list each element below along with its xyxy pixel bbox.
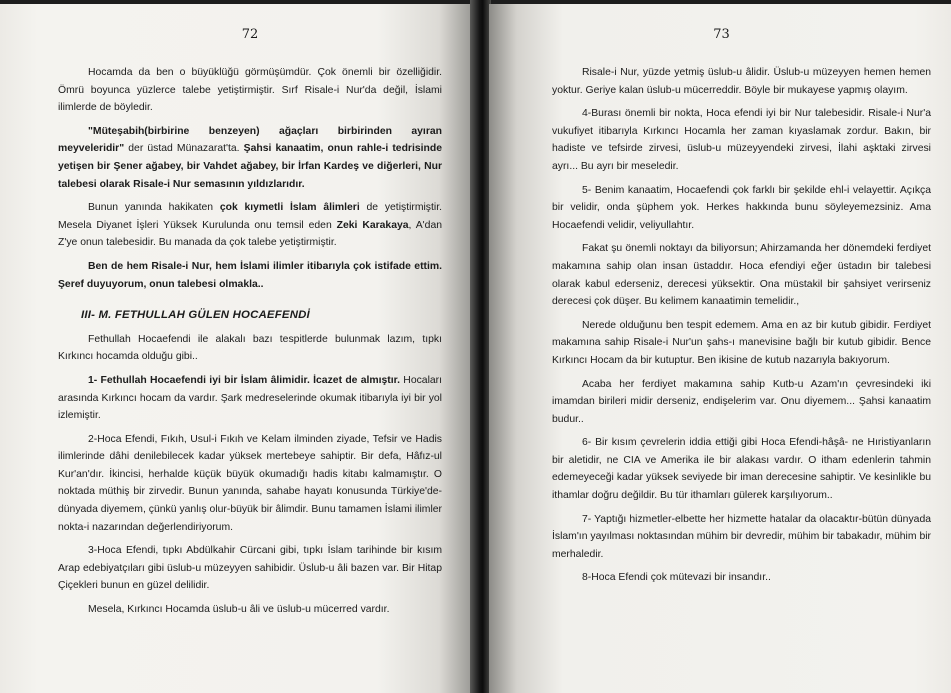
text-run: Fethullah Hocaefendi ile alakalı bazı tespitlerde bulunmak lazım, tıpkı Kırkıncı hocamda olduğu gibi.. xyxy=(58,333,442,363)
paragraph xyxy=(552,64,931,99)
book-gutter xyxy=(470,0,491,693)
text-run: de yetiştirmiştir. Mesela Diyanet İşleri Yüksek Kurulunda onu temsil eden xyxy=(58,202,442,231)
paragraph xyxy=(552,569,931,587)
paragraph xyxy=(552,240,931,310)
paragraph xyxy=(58,542,442,595)
bold-text-run: Şahsi kanaatim, onun rahle-i tedrisinde yetişen bir Şener ağabey, bir Vahdet ağabey, bir İrfan Kardeş ve diğerleri, Nur talebesi olarak Risale-i Nur semasının yıldızlarıdır. xyxy=(58,143,442,190)
text-run: Acaba her ferdiyet makamına sahip Kutb-u Azam'ın çevresindeki iki imamdan birileri midir derseniz, endişelerim var. Onu diyemem... Şahsi kanaatim budur.. xyxy=(552,378,931,425)
paragraph xyxy=(552,511,931,564)
page-number-right: 73 xyxy=(713,27,730,42)
text-run: 8-Hoca Efendi çok mütevazi bir insandır.. xyxy=(582,572,771,584)
bold-text-run: Ben de hem Risale-i Nur, hem İslami ilimler itibarıyla çok istifade ettim. Şeref duyuyorum, onun talebesi olmakla.. xyxy=(58,260,442,290)
text-run: Hocamda da ben o büyüklüğü görmüşümdür. Çok önemli bir özelliğidir. Ömrü boyunca yüzlerce talebe yetiştirmiştir. Sırf Risale-i Nur'da değil, İslami ilimlerde de böyledir. xyxy=(58,67,442,114)
paragraph xyxy=(552,182,931,235)
paragraph xyxy=(58,431,442,537)
paragraph xyxy=(58,258,442,293)
text-run: 4-Burası önemli bir nokta, Hoca efendi iyi bir Nur talebesidir. xyxy=(582,108,865,120)
right-page-text xyxy=(552,64,931,587)
paragraph xyxy=(552,376,931,429)
paragraph xyxy=(552,105,931,175)
paragraph xyxy=(58,123,442,193)
paragraph xyxy=(58,331,442,366)
bold-text-run: "Müteşabih(birbirine benzeyen) ağaçları birbirinden ayıran meyveleridir" xyxy=(58,125,442,155)
text-run: Fakat şu önemli noktayı da biliyorsun; Ahirzamanda her dönemdeki ferdiyet makamına sahip olan insan üstaddır. Hoca efendiyi eğer üstadın bir talebesi olarak kabul ederseniz, derecesi yüksektir. Ona müstakil bir şahsiyet verirseniz derecesi çok düşer. Bu kelimem kanaatimin temelidir., xyxy=(552,243,931,308)
bold-text-run: Zeki Karakaya xyxy=(336,219,409,231)
text-run: Bunun yanında hakikaten xyxy=(88,202,220,214)
paragraph xyxy=(552,434,931,504)
text-run: 3-Hoca Efendi, tıpkı Abdülkahir Cürcani gibi, tıpkı İslam tarihinde bir kısım Arap edebiyatçıları gibi üslub-u müzeyyen sahibidir. Üslub-u âli bazen var. Bir Hitap Çiçekleri bunun en güzel delilidir. xyxy=(58,545,442,592)
text-run: Risale-i Nur, yüzde yetmiş üslub-u âlidir. Üslub-u müzeyyen hemen hemen yoktur. Geriye kalan üslub-u mücerreddir. Böyle bir mukayese yapmış olayım. xyxy=(552,67,931,96)
text-run: 5- Benim kanaatim, Hocaefendi çok farklı bir şekilde ehl-i velayettir. Açıkça bir velidir, onda şüphem yok. Herkes hakkında bunu söyleyemezsiniz. Ama Hocaefendi velidir, veliyullahtır. xyxy=(552,184,931,231)
text-run: 2-Hoca Efendi, Fıkıh, Usul-i Fıkıh ve Kelam ilminden ziyade, Tefsir ve Hadis ilimlerinde dâhi denilebilecek kadar yüksek mertebeye sahiptir. Bir defa, Hâfız-ul Kur'an'dır. İkincisi, herhalde küçük büyük okumadığı hadis kitabı kalmamıştır. O noktada müthiş bir zirvedir. Bunun yanında, sahabe hayatı konusunda Türkiye'de-dünyada diyemem, çünkü yanlış olur-büyük bir âlimdir. Bunu tamamen İslami ilimler nokta-i nazarından değerlendiriyorum. xyxy=(58,433,442,533)
text-run: , A'dan Z'ye onun talebesidir. Bu manada da çok talebe yetiştirmiştir. xyxy=(58,219,443,249)
right-paragraphs xyxy=(552,64,931,587)
text-run: der üstad Münazarat'ta. xyxy=(124,143,244,155)
paragraph xyxy=(58,372,442,425)
text-run: Mesela, Kırkıncı Hocamda üslub-u âli ve üslub-u mücerred vardır. xyxy=(88,604,390,616)
page-number-left: 72 xyxy=(241,27,259,42)
left-paragraphs-after xyxy=(58,331,442,619)
text-run: Risale-i Nur'a vukufiyet itibarıyla Kırkıncı Hocamla her zaman kıyaslamak zordur. Bakın, bir hadiste ve tefsirde zirvesi, üslub-u müzeyyendeki zirvesi, İlahi aşktaki zirvesi ayrı... Bu ayrı bir meseledir. xyxy=(552,108,932,172)
bold-text-run: 1- Fethullah Hocaefendi iyi bir İslam âlimidir. İcazet de almıştır. xyxy=(88,374,401,386)
text-run: Nerede olduğunu ben tespit edemem. Ama en az bir kutub gibidir. Ferdiyet makamına sahip Risale-i Nur'un şahs-ı manevisine bağlı bir kutub gibidir. Bence Kırkıncı Hocam da bir kutuptur. Ben ikisine de kutub nazarıyla bakıyorum. xyxy=(552,319,931,366)
section-title: III- M. FETHULLAH GÜLEN HOCAEFENDİ xyxy=(81,309,310,322)
text-run: 6- Bir kısım çevrelerin iddia ettiği gibi Hoca Efendi-hâşâ- ne Hıristiyanların bir aletidir, ne CIA ve Amerika ile bir alakası vardır. O itham edenlerin tahmin edemeyeceği kadar yüksek seviyede bir iman derecesine sahiptir. Ve kesinlikle bu ithamlar doğru değildir. Bu tür ithamları gülerek karşılıyorum.. xyxy=(552,437,931,502)
right-page xyxy=(489,4,951,693)
left-paragraphs-before xyxy=(58,64,442,293)
paragraph xyxy=(58,601,442,619)
text-run: 7- Yaptığı hizmetler-elbette her hizmette hatalar da olacaktır-bütün dünyada İslam'ın yayılması noktasından mühim bir devredir, mühim bir tabakadır, mühim bir merhaledir. xyxy=(552,513,931,560)
text-run: Hocaları arasında Kırkıncı hocam da vardır. Şark medreselerinde okumak itibarıyla iyi bir yol izlemiştir. xyxy=(58,374,442,422)
left-page xyxy=(0,4,472,693)
paragraph xyxy=(58,199,442,252)
bold-text-run: çok kıymetli İslam âlimleri xyxy=(219,202,360,214)
paragraph xyxy=(58,64,442,117)
paragraph xyxy=(552,317,931,370)
left-page-text xyxy=(58,64,442,619)
